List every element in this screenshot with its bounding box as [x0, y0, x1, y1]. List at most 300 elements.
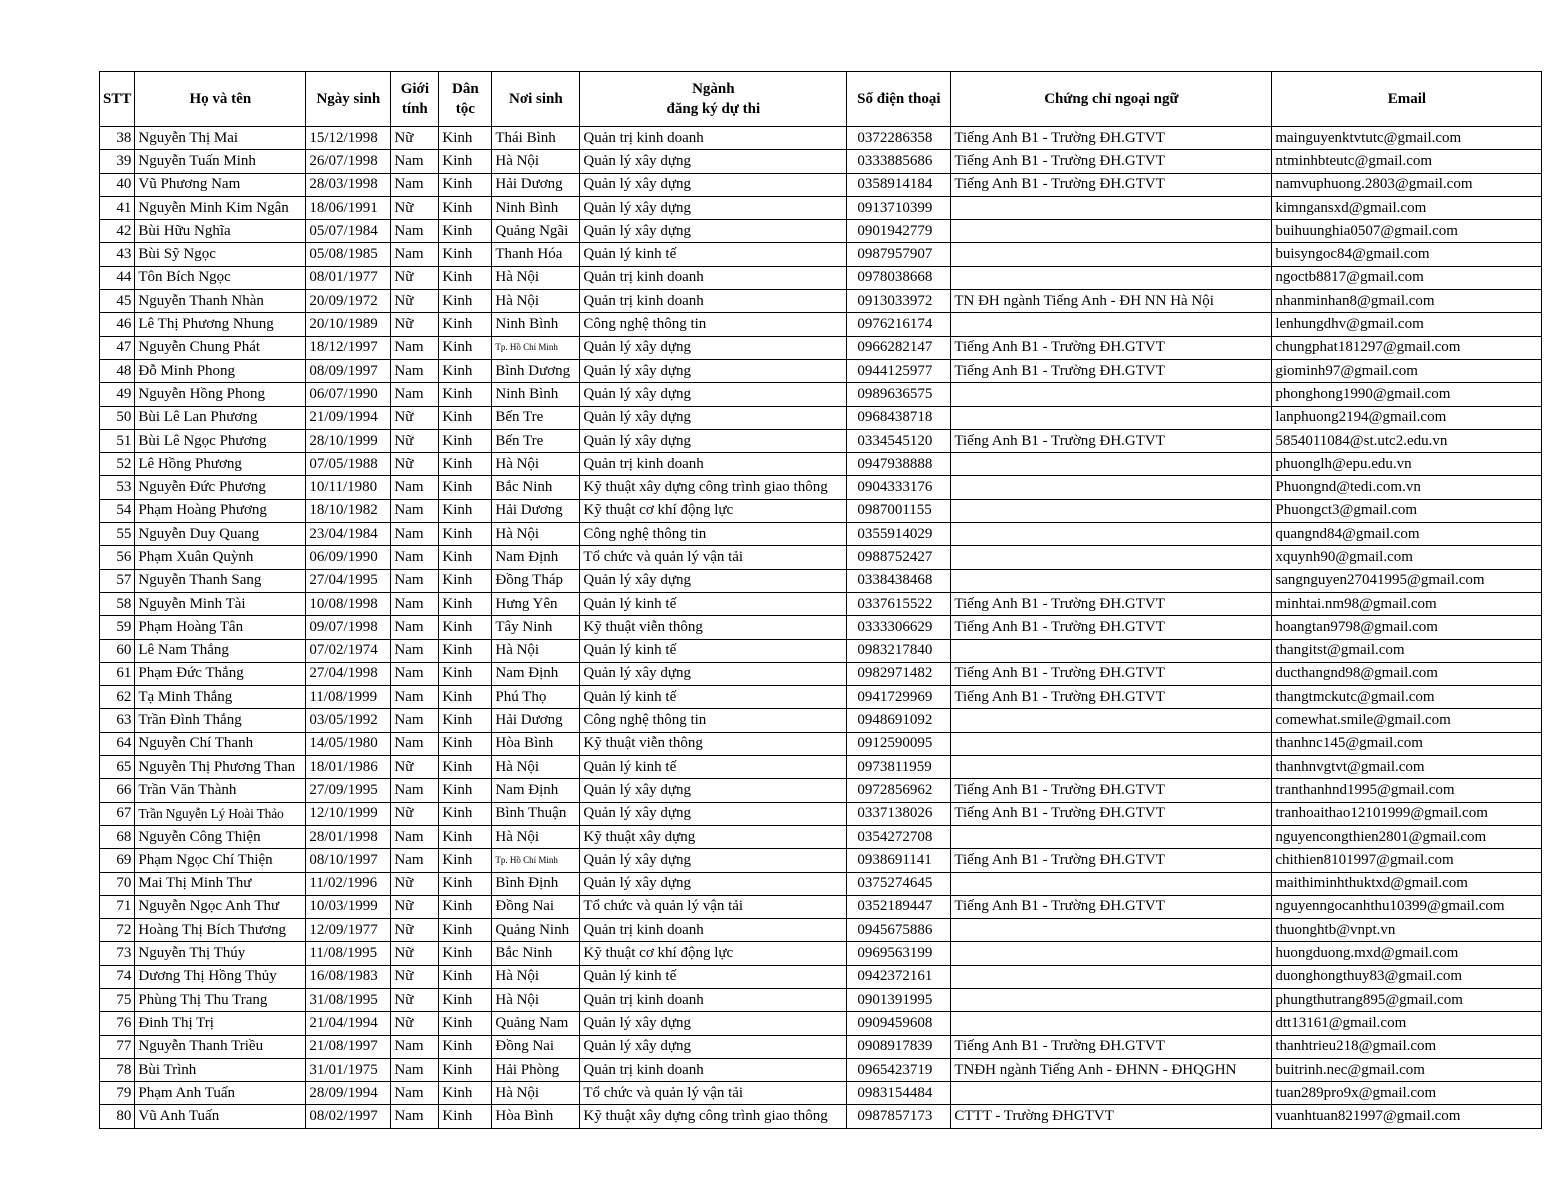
cell-phone: 0987857173	[847, 1105, 951, 1128]
cell-phone: 0372286358	[847, 127, 951, 150]
cell-name: Nguyễn Chung Phát	[135, 336, 306, 359]
cell-name: Tôn Bích Ngọc	[135, 266, 306, 289]
cell-major: Quản lý xây dựng	[580, 383, 847, 406]
cell-birthplace: Quảng Ninh	[492, 919, 580, 942]
cell-phone: 0337138026	[847, 802, 951, 825]
cell-email: 5854011084@st.utc2.edu.vn	[1272, 429, 1542, 452]
cell-gender: Nam	[391, 616, 439, 639]
cell-stt: 56	[100, 546, 135, 569]
cell-phone: 0966282147	[847, 336, 951, 359]
cell-dob: 05/08/1985	[306, 243, 391, 266]
cell-dob: 08/02/1997	[306, 1105, 391, 1128]
cell-name: Nguyễn Thanh Nhàn	[135, 290, 306, 313]
cell-major: Công nghệ thông tin	[580, 313, 847, 336]
cell-certificate	[951, 919, 1272, 942]
cell-birthplace: Hòa Bình	[492, 732, 580, 755]
cell-name: Nguyễn Thanh Triều	[135, 1035, 306, 1058]
cell-gender: Nam	[391, 825, 439, 848]
table-row	[100, 173, 1542, 196]
cell-stt: 51	[100, 429, 135, 452]
cell-birthplace: Bến Tre	[492, 406, 580, 429]
cell-ethnicity: Kinh	[439, 965, 492, 988]
cell-birthplace: Hà Nội	[492, 453, 580, 476]
cell-phone: 0983154484	[847, 1082, 951, 1105]
table-row	[100, 616, 1542, 639]
cell-certificate: Tiếng Anh B1 - Trường ĐH.GTVT	[951, 359, 1272, 382]
cell-major: Kỹ thuật viễn thông	[580, 732, 847, 755]
cell-phone: 0333885686	[847, 150, 951, 173]
cell-name: Dương Thị Hồng Thủy	[135, 965, 306, 988]
table-row	[100, 1082, 1542, 1105]
cell-stt: 58	[100, 592, 135, 615]
cell-name: Bùi Hữu Nghĩa	[135, 220, 306, 243]
cell-gender: Nam	[391, 1058, 439, 1081]
cell-birthplace: Ninh Bình	[492, 383, 580, 406]
table-row	[100, 779, 1542, 802]
cell-ethnicity: Kinh	[439, 569, 492, 592]
cell-name: Nguyễn Thanh Sang	[135, 569, 306, 592]
cell-certificate: Tiếng Anh B1 - Trường ĐH.GTVT	[951, 1035, 1272, 1058]
table-row	[100, 965, 1542, 988]
cell-stt: 78	[100, 1058, 135, 1081]
table-row	[100, 383, 1542, 406]
cell-dob: 07/05/1988	[306, 453, 391, 476]
cell-name: Vũ Phương Nam	[135, 173, 306, 196]
cell-stt: 76	[100, 1012, 135, 1035]
cell-birthplace: Hà Nội	[492, 1082, 580, 1105]
cell-ethnicity: Kinh	[439, 616, 492, 639]
cell-ethnicity: Kinh	[439, 592, 492, 615]
cell-phone: 0941729969	[847, 686, 951, 709]
header-major-line2: đăng ký dự thi	[666, 101, 761, 117]
table-row	[100, 1012, 1542, 1035]
cell-gender: Nam	[391, 359, 439, 382]
cell-phone: 0938691141	[847, 849, 951, 872]
cell-ethnicity: Kinh	[439, 825, 492, 848]
cell-phone: 0968438718	[847, 406, 951, 429]
cell-major: Quản lý xây dựng	[580, 220, 847, 243]
cell-gender: Nữ	[391, 196, 439, 219]
header-stt: STT	[100, 72, 135, 127]
cell-name: Tạ Minh Thắng	[135, 686, 306, 709]
header-name: Họ và tên	[135, 72, 306, 127]
cell-stt: 49	[100, 383, 135, 406]
table-row	[100, 406, 1542, 429]
cell-certificate: Tiếng Anh B1 - Trường ĐH.GTVT	[951, 895, 1272, 918]
cell-birthplace: Bình Định	[492, 872, 580, 895]
cell-major: Công nghệ thông tin	[580, 709, 847, 732]
cell-gender: Nữ	[391, 290, 439, 313]
cell-certificate: TNĐH ngành Tiếng Anh - ĐHNN - ĐHQGHN	[951, 1058, 1272, 1081]
cell-dob: 14/05/1980	[306, 732, 391, 755]
cell-certificate: Tiếng Anh B1 - Trường ĐH.GTVT	[951, 802, 1272, 825]
cell-ethnicity: Kinh	[439, 779, 492, 802]
table-row	[100, 1035, 1542, 1058]
cell-major: Công nghệ thông tin	[580, 523, 847, 546]
cell-gender: Nam	[391, 150, 439, 173]
cell-major: Quản lý xây dựng	[580, 802, 847, 825]
cell-dob: 08/10/1997	[306, 849, 391, 872]
cell-major: Quản lý kinh tế	[580, 756, 847, 779]
cell-phone: 0913033972	[847, 290, 951, 313]
cell-phone: 0945675886	[847, 919, 951, 942]
cell-certificate	[951, 196, 1272, 219]
cell-certificate	[951, 546, 1272, 569]
cell-name: Vũ Anh Tuấn	[135, 1105, 306, 1128]
cell-ethnicity: Kinh	[439, 266, 492, 289]
table-row	[100, 546, 1542, 569]
cell-ethnicity: Kinh	[439, 662, 492, 685]
cell-certificate	[951, 1012, 1272, 1035]
cell-birthplace: Đồng Nai	[492, 1035, 580, 1058]
cell-certificate: Tiếng Anh B1 - Trường ĐH.GTVT	[951, 616, 1272, 639]
cell-gender: Nam	[391, 243, 439, 266]
cell-dob: 11/08/1995	[306, 942, 391, 965]
cell-certificate	[951, 709, 1272, 732]
cell-gender: Nam	[391, 686, 439, 709]
cell-email: thuonghtb@vnpt.vn	[1272, 919, 1542, 942]
cell-ethnicity: Kinh	[439, 453, 492, 476]
cell-birthplace: Hải Dương	[492, 709, 580, 732]
cell-name: Phạm Ngọc Chí Thiện	[135, 849, 306, 872]
cell-major: Kỹ thuật xây dựng	[580, 825, 847, 848]
cell-certificate	[951, 965, 1272, 988]
cell-stt: 60	[100, 639, 135, 662]
cell-dob: 23/04/1984	[306, 523, 391, 546]
cell-gender: Nữ	[391, 895, 439, 918]
cell-name: Bùi Lê Lan Phương	[135, 406, 306, 429]
cell-dob: 08/01/1977	[306, 266, 391, 289]
header-row	[100, 72, 1542, 127]
cell-major: Kỹ thuật xây dựng công trình giao thông	[580, 1105, 847, 1128]
cell-certificate	[951, 639, 1272, 662]
cell-name: Nguyễn Thị Thúy	[135, 942, 306, 965]
cell-certificate	[951, 523, 1272, 546]
cell-certificate	[951, 476, 1272, 499]
cell-ethnicity: Kinh	[439, 383, 492, 406]
cell-name: Phạm Hoàng Phương	[135, 499, 306, 522]
cell-email: buitrinh.nec@gmail.com	[1272, 1058, 1542, 1081]
cell-gender: Nam	[391, 779, 439, 802]
cell-gender: Nam	[391, 336, 439, 359]
cell-email: nguyenngocanhthu10399@gmail.com	[1272, 895, 1542, 918]
cell-ethnicity: Kinh	[439, 756, 492, 779]
cell-major: Quản lý xây dựng	[580, 569, 847, 592]
cell-stt: 73	[100, 942, 135, 965]
cell-phone: 0375274645	[847, 872, 951, 895]
cell-birthplace: Bình Thuận	[492, 802, 580, 825]
cell-major: Quản lý xây dựng	[580, 662, 847, 685]
cell-name: Nguyễn Đức Phương	[135, 476, 306, 499]
table-row	[100, 150, 1542, 173]
cell-ethnicity: Kinh	[439, 173, 492, 196]
cell-certificate	[951, 453, 1272, 476]
table-row	[100, 127, 1542, 150]
table-row	[100, 476, 1542, 499]
table-row	[100, 686, 1542, 709]
cell-stt: 43	[100, 243, 135, 266]
cell-birthplace: Bến Tre	[492, 429, 580, 452]
cell-email: nhanminhan8@gmail.com	[1272, 290, 1542, 313]
cell-gender: Nữ	[391, 988, 439, 1011]
cell-email: giominh97@gmail.com	[1272, 359, 1542, 382]
header-major	[580, 72, 847, 127]
cell-stt: 72	[100, 919, 135, 942]
cell-email: vuanhtuan821997@gmail.com	[1272, 1105, 1542, 1128]
cell-email: tuan289pro9x@gmail.com	[1272, 1082, 1542, 1105]
cell-stt: 61	[100, 662, 135, 685]
cell-gender: Nữ	[391, 919, 439, 942]
cell-stt: 46	[100, 313, 135, 336]
cell-stt: 79	[100, 1082, 135, 1105]
cell-dob: 15/12/1998	[306, 127, 391, 150]
cell-stt: 39	[100, 150, 135, 173]
table-row	[100, 919, 1542, 942]
cell-certificate	[951, 825, 1272, 848]
cell-dob: 21/04/1994	[306, 1012, 391, 1035]
cell-major: Quản trị kinh doanh	[580, 127, 847, 150]
cell-ethnicity: Kinh	[439, 919, 492, 942]
cell-major: Kỹ thuật xây dựng công trình giao thông	[580, 476, 847, 499]
cell-dob: 05/07/1984	[306, 220, 391, 243]
cell-certificate	[951, 756, 1272, 779]
cell-stt: 71	[100, 895, 135, 918]
cell-phone: 0942372161	[847, 965, 951, 988]
cell-phone: 0989636575	[847, 383, 951, 406]
cell-email: phuonglh@epu.edu.vn	[1272, 453, 1542, 476]
cell-dob: 21/08/1997	[306, 1035, 391, 1058]
cell-ethnicity: Kinh	[439, 127, 492, 150]
cell-email: ducthangnd98@gmail.com	[1272, 662, 1542, 685]
cell-certificate	[951, 732, 1272, 755]
cell-major: Quản trị kinh doanh	[580, 453, 847, 476]
cell-gender: Nữ	[391, 406, 439, 429]
cell-major: Quản lý xây dựng	[580, 336, 847, 359]
cell-birthplace: Thanh Hóa	[492, 243, 580, 266]
cell-phone: 0987957907	[847, 243, 951, 266]
cell-ethnicity: Kinh	[439, 849, 492, 872]
cell-gender: Nam	[391, 592, 439, 615]
table-row	[100, 359, 1542, 382]
cell-birthplace: Bắc Ninh	[492, 476, 580, 499]
table-row	[100, 895, 1542, 918]
cell-stt: 54	[100, 499, 135, 522]
cell-name: Mai Thị Minh Thư	[135, 872, 306, 895]
table-row	[100, 499, 1542, 522]
cell-major: Tổ chức và quản lý vận tải	[580, 546, 847, 569]
cell-name: Đỗ Minh Phong	[135, 359, 306, 382]
cell-major: Kỹ thuật viễn thông	[580, 616, 847, 639]
cell-major: Quản lý kinh tế	[580, 686, 847, 709]
cell-dob: 28/01/1998	[306, 825, 391, 848]
cell-phone: 0987001155	[847, 499, 951, 522]
cell-name: Bùi Sỹ Ngọc	[135, 243, 306, 266]
cell-gender: Nam	[391, 476, 439, 499]
cell-birthplace: Hà Nội	[492, 965, 580, 988]
cell-email: phungthutrang895@gmail.com	[1272, 988, 1542, 1011]
cell-dob: 10/03/1999	[306, 895, 391, 918]
cell-birthplace: Ninh Bình	[492, 313, 580, 336]
cell-stt: 74	[100, 965, 135, 988]
cell-birthplace: Bắc Ninh	[492, 942, 580, 965]
cell-email: buihuunghia0507@gmail.com	[1272, 220, 1542, 243]
cell-email: namvuphuong.2803@gmail.com	[1272, 173, 1542, 196]
cell-dob: 31/01/1975	[306, 1058, 391, 1081]
cell-name: Nguyễn Duy Quang	[135, 523, 306, 546]
cell-dob: 18/10/1982	[306, 499, 391, 522]
cell-major: Quản lý xây dựng	[580, 429, 847, 452]
cell-birthplace: Nam Định	[492, 546, 580, 569]
cell-major: Quản lý xây dựng	[580, 849, 847, 872]
cell-certificate	[951, 266, 1272, 289]
cell-certificate	[951, 243, 1272, 266]
cell-birthplace: Hưng Yên	[492, 592, 580, 615]
cell-major: Quản lý kinh tế	[580, 965, 847, 988]
cell-dob: 21/09/1994	[306, 406, 391, 429]
table-row	[100, 523, 1542, 546]
cell-phone: 0982971482	[847, 662, 951, 685]
cell-ethnicity: Kinh	[439, 406, 492, 429]
cell-ethnicity: Kinh	[439, 243, 492, 266]
cell-name: Lê Hồng Phương	[135, 453, 306, 476]
table-row	[100, 1105, 1542, 1128]
cell-phone: 0909459608	[847, 1012, 951, 1035]
cell-certificate: Tiếng Anh B1 - Trường ĐH.GTVT	[951, 336, 1272, 359]
cell-stt: 62	[100, 686, 135, 709]
cell-major: Quản lý kinh tế	[580, 639, 847, 662]
cell-ethnicity: Kinh	[439, 336, 492, 359]
cell-dob: 06/09/1990	[306, 546, 391, 569]
cell-gender: Nữ	[391, 266, 439, 289]
cell-major: Quản lý xây dựng	[580, 196, 847, 219]
cell-phone: 0912590095	[847, 732, 951, 755]
cell-stt: 55	[100, 523, 135, 546]
cell-stt: 69	[100, 849, 135, 872]
cell-email: chithien8101997@gmail.com	[1272, 849, 1542, 872]
cell-dob: 27/04/1998	[306, 662, 391, 685]
cell-phone: 0983217840	[847, 639, 951, 662]
cell-name: Trần Nguyễn Lý Hoài Thảo	[135, 802, 306, 825]
cell-birthplace: Hà Nội	[492, 988, 580, 1011]
cell-email: Phuongct3@gmail.com	[1272, 499, 1542, 522]
cell-certificate: Tiếng Anh B1 - Trường ĐH.GTVT	[951, 127, 1272, 150]
cell-gender: Nữ	[391, 1012, 439, 1035]
cell-certificate: Tiếng Anh B1 - Trường ĐH.GTVT	[951, 686, 1272, 709]
cell-ethnicity: Kinh	[439, 709, 492, 732]
cell-birthplace: Ninh Bình	[492, 196, 580, 219]
cell-stt: 66	[100, 779, 135, 802]
cell-email: mainguyenktvtutc@gmail.com	[1272, 127, 1542, 150]
cell-certificate: Tiếng Anh B1 - Trường ĐH.GTVT	[951, 779, 1272, 802]
cell-birthplace: Hà Nội	[492, 523, 580, 546]
cell-gender: Nam	[391, 1105, 439, 1128]
cell-dob: 08/09/1997	[306, 359, 391, 382]
cell-ethnicity: Kinh	[439, 546, 492, 569]
cell-gender: Nam	[391, 523, 439, 546]
cell-name: Nguyễn Minh Tài	[135, 592, 306, 615]
table-row	[100, 942, 1542, 965]
cell-ethnicity: Kinh	[439, 523, 492, 546]
cell-name: Phạm Xuân Quỳnh	[135, 546, 306, 569]
cell-name: Trần Đình Thắng	[135, 709, 306, 732]
cell-gender: Nam	[391, 732, 439, 755]
cell-major: Quản lý xây dựng	[580, 173, 847, 196]
cell-major: Tổ chức và quản lý vận tải	[580, 895, 847, 918]
cell-name: Bùi Lê Ngọc Phương	[135, 429, 306, 452]
cell-stt: 70	[100, 872, 135, 895]
cell-birthplace: Hải Phòng	[492, 1058, 580, 1081]
cell-major: Quản trị kinh doanh	[580, 266, 847, 289]
cell-dob: 06/07/1990	[306, 383, 391, 406]
cell-certificate	[951, 383, 1272, 406]
cell-gender: Nữ	[391, 453, 439, 476]
cell-email: tranthanhnd1995@gmail.com	[1272, 779, 1542, 802]
cell-phone: 0944125977	[847, 359, 951, 382]
cell-certificate	[951, 569, 1272, 592]
cell-email: thanhtrieu218@gmail.com	[1272, 1035, 1542, 1058]
cell-gender: Nam	[391, 173, 439, 196]
cell-email: ntminhbteutc@gmail.com	[1272, 150, 1542, 173]
cell-email: lenhungdhv@gmail.com	[1272, 313, 1542, 336]
cell-certificate: Tiếng Anh B1 - Trường ĐH.GTVT	[951, 173, 1272, 196]
table-row	[100, 732, 1542, 755]
cell-phone: 0976216174	[847, 313, 951, 336]
cell-ethnicity: Kinh	[439, 686, 492, 709]
cell-email: maithiminhthuktxd@gmail.com	[1272, 872, 1542, 895]
cell-birthplace: Hà Nội	[492, 150, 580, 173]
cell-gender: Nữ	[391, 942, 439, 965]
cell-name: Hoàng Thị Bích Thương	[135, 919, 306, 942]
cell-dob: 07/02/1974	[306, 639, 391, 662]
cell-ethnicity: Kinh	[439, 942, 492, 965]
cell-name: Nguyễn Chí Thanh	[135, 732, 306, 755]
cell-birthplace: Bình Dương	[492, 359, 580, 382]
cell-name: Nguyễn Ngọc Anh Thư	[135, 895, 306, 918]
cell-ethnicity: Kinh	[439, 150, 492, 173]
cell-stt: 77	[100, 1035, 135, 1058]
cell-phone: 0978038668	[847, 266, 951, 289]
cell-dob: 26/07/1998	[306, 150, 391, 173]
cell-ethnicity: Kinh	[439, 872, 492, 895]
cell-name: Nguyễn Thị Phương Than	[135, 756, 306, 779]
cell-email: thangtmckutc@gmail.com	[1272, 686, 1542, 709]
cell-gender: Nam	[391, 499, 439, 522]
cell-certificate: Tiếng Anh B1 - Trường ĐH.GTVT	[951, 150, 1272, 173]
cell-major: Kỹ thuật cơ khí động lực	[580, 499, 847, 522]
cell-phone: 0358914184	[847, 173, 951, 196]
cell-ethnicity: Kinh	[439, 988, 492, 1011]
cell-name: Phạm Đức Thắng	[135, 662, 306, 685]
cell-name: Nguyễn Hồng Phong	[135, 383, 306, 406]
cell-name: Phạm Hoàng Tân	[135, 616, 306, 639]
cell-major: Quản lý kinh tế	[580, 592, 847, 615]
cell-phone: 0334545120	[847, 429, 951, 452]
cell-dob: 28/10/1999	[306, 429, 391, 452]
cell-certificate: Tiếng Anh B1 - Trường ĐH.GTVT	[951, 849, 1272, 872]
cell-dob: 10/08/1998	[306, 592, 391, 615]
table-row	[100, 639, 1542, 662]
cell-major: Quản trị kinh doanh	[580, 1058, 847, 1081]
cell-birthplace: Phú Thọ	[492, 686, 580, 709]
header-email: Email	[1272, 72, 1542, 127]
cell-certificate: Tiếng Anh B1 - Trường ĐH.GTVT	[951, 429, 1272, 452]
cell-phone: 0337615522	[847, 592, 951, 615]
cell-dob: 16/08/1983	[306, 965, 391, 988]
header-phone: Số điện thoại	[847, 72, 951, 127]
cell-email: huongduong.mxd@gmail.com	[1272, 942, 1542, 965]
table-row	[100, 290, 1542, 313]
cell-ethnicity: Kinh	[439, 499, 492, 522]
